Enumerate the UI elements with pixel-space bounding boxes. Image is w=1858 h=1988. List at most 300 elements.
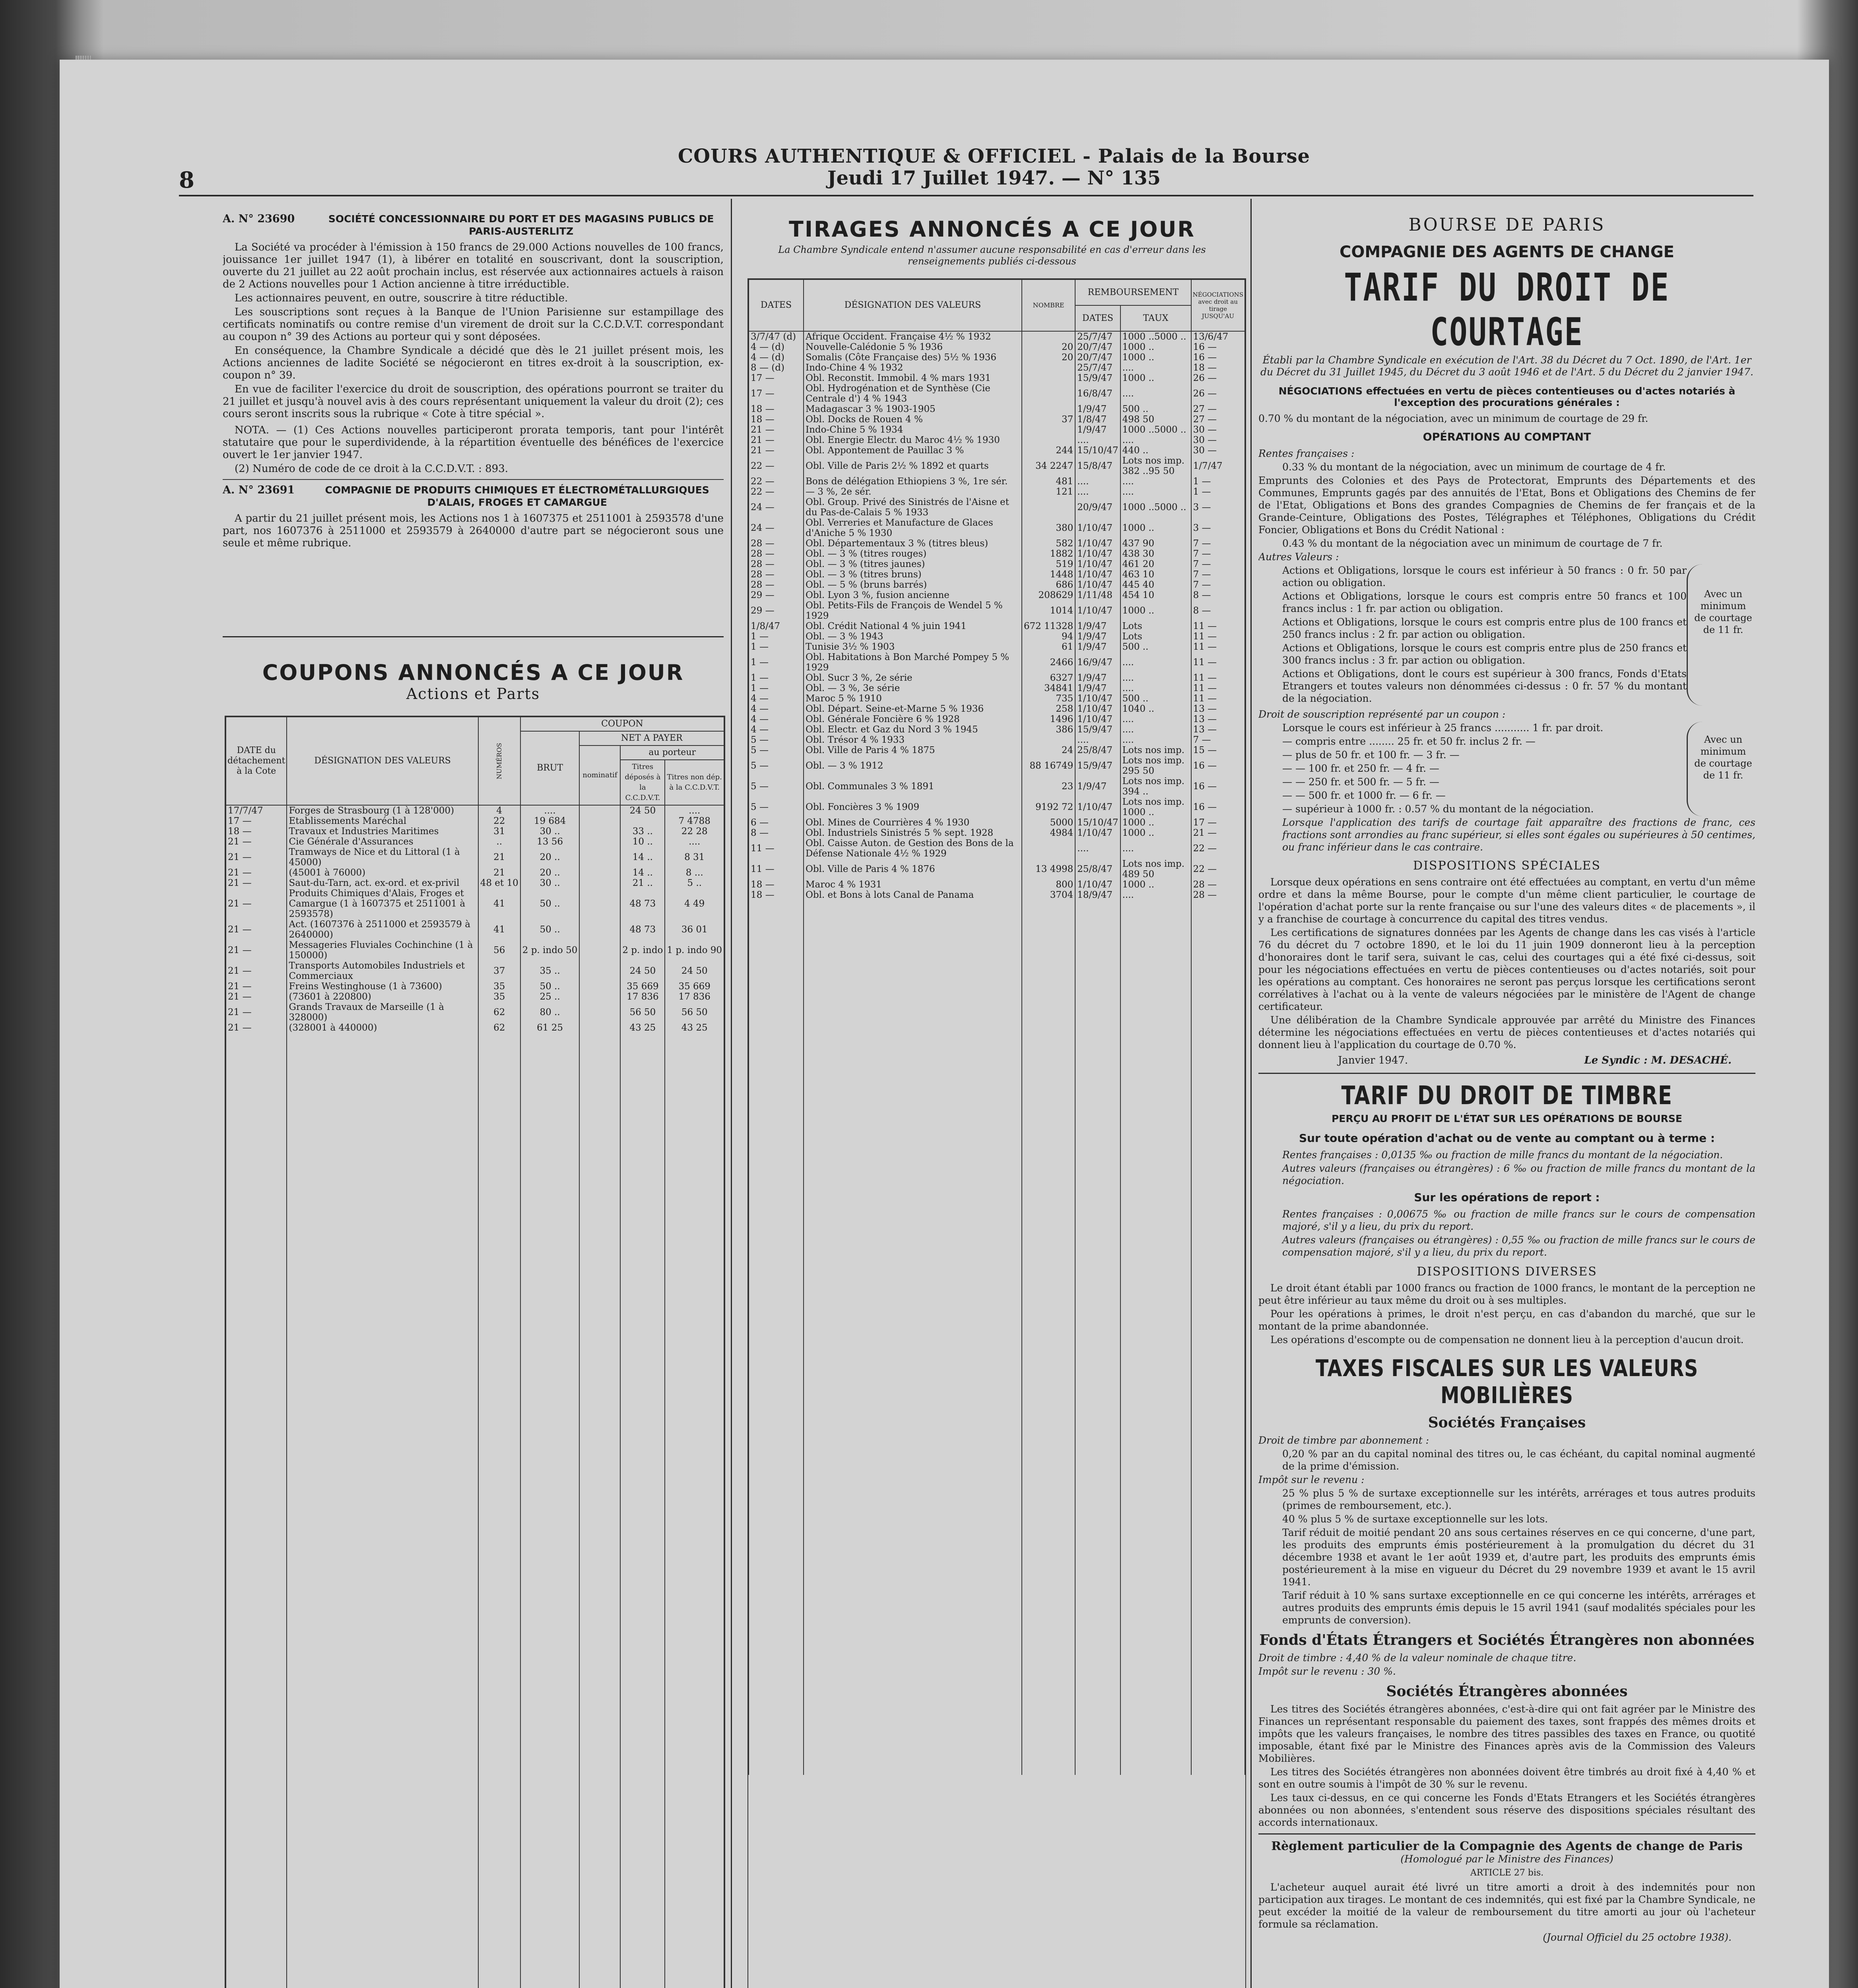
cell-nombre: 735 bbox=[1022, 693, 1075, 704]
cell-deposes: 2 p. indo bbox=[620, 940, 665, 961]
comptant-line: 0.43 % du montant de la négociation avec un minimum de courtage de 7 fr. bbox=[1282, 538, 1663, 549]
cell-designation: Obl. — 3 % (titres rouges) bbox=[804, 549, 1022, 559]
cell-dates: 4 — (d) bbox=[749, 352, 804, 363]
cell-nombre bbox=[1022, 383, 1075, 404]
cell-nombre bbox=[1022, 363, 1075, 373]
cell-nombre bbox=[1022, 497, 1075, 518]
taxes-title: TAXES FISCALES SUR LES VALEURS MOBILIÈRES bbox=[1315, 1355, 1699, 1409]
reglement-heading: Règlement particulier de la Compagnie des Agents de change de Paris bbox=[1271, 1839, 1743, 1853]
cell-negociations: 13/6/47 bbox=[1191, 331, 1245, 342]
cell-nombre: 800 bbox=[1022, 879, 1075, 890]
droit-line: — — 100 fr. et 250 fr. — 4 fr. — bbox=[1282, 763, 1439, 774]
cell-dates: 1 — bbox=[749, 652, 804, 673]
cell-dates: 28 — bbox=[749, 549, 804, 559]
cell-r-taux: 1000 .. bbox=[1120, 352, 1191, 363]
cell-designation: Saut-du-Tarn, act. ex-ord. et ex-privil bbox=[287, 878, 478, 888]
cell-negociations: 16 — bbox=[1191, 352, 1245, 363]
cell-negociations: 13 — bbox=[1191, 714, 1245, 724]
cell-r-taux: 1000 .. bbox=[1120, 600, 1191, 621]
cell-dates: 5 — bbox=[749, 797, 804, 817]
cell-r-dates: 1/10/47 bbox=[1075, 693, 1120, 704]
cell-designation: Grands Travaux de Marseille (1 à 328000) bbox=[287, 1002, 478, 1023]
coupons-top-rule bbox=[223, 636, 724, 637]
cell-date: 21 — bbox=[226, 981, 287, 992]
cell-designation: Etablissements Maréchal bbox=[287, 816, 478, 826]
cell-nominatif bbox=[579, 805, 620, 816]
droit-line: — plus de 50 fr. et 100 fr. — 3 fr. — bbox=[1282, 749, 1460, 761]
cell-dates: 1/8/47 bbox=[749, 621, 804, 631]
cell-negociations: 8 — bbox=[1191, 590, 1245, 600]
cell-negociations: 8 — bbox=[1191, 600, 1245, 621]
cell-designation: Obl. Docks de Rouen 4 % bbox=[804, 414, 1022, 425]
cell-r-taux: .... bbox=[1120, 487, 1191, 497]
cell-dates: 21 — bbox=[749, 445, 804, 456]
cell-deposes: 43 25 bbox=[620, 1023, 665, 1033]
cell-numeros: 48 et 10 bbox=[478, 878, 520, 888]
cell-negociations: 7 — bbox=[1191, 549, 1245, 559]
cell-r-taux: 1000 .. bbox=[1120, 828, 1191, 838]
cell-r-dates: 25/7/47 bbox=[1075, 363, 1120, 373]
table-row bbox=[226, 816, 724, 826]
signature-date: Janvier 1947. bbox=[1338, 1054, 1408, 1066]
cell-nondeposes: .... bbox=[665, 805, 724, 816]
tarif-established: Établi par la Chambre Syndicale en exécution de l'Art. 38 du Décret du 7 Oct. 1890, de l'Art. 1er du Décret du 31 Juillet 1945, du Décret du 3 août 1946 et de l'Art. 5 du Décret du 2 janvier 1947. bbox=[1260, 354, 1753, 378]
cell-negociations: 22 — bbox=[1191, 838, 1245, 859]
cell-r-taux: 1000 .. bbox=[1120, 518, 1191, 538]
table-row bbox=[749, 714, 1245, 724]
cell-r-dates: 25/8/47 bbox=[1075, 859, 1120, 879]
droit-line: Lorsque le cours est inférieur à 25 francs ........... 1 fr. par droit. bbox=[1282, 722, 1604, 734]
cell-date: 17 — bbox=[226, 816, 287, 826]
comptant-line: Rentes françaises : bbox=[1258, 448, 1355, 459]
signature-line bbox=[1258, 1052, 1755, 1066]
cell-nombre: 386 bbox=[1022, 724, 1075, 735]
cell-r-taux: 1000 .. bbox=[1120, 817, 1191, 828]
cell-dates: 11 — bbox=[749, 838, 804, 859]
cell-r-taux: Lots nos imp. 394 .. bbox=[1120, 776, 1191, 797]
cell-r-taux: Lots bbox=[1120, 631, 1191, 642]
cell-brut: 61 25 bbox=[520, 1023, 580, 1033]
taxes-abo-heading: Sociétés Étrangères abonnées bbox=[1386, 1683, 1628, 1700]
table-row bbox=[749, 890, 1245, 900]
cell-negociations: 7 — bbox=[1191, 559, 1245, 569]
cell-numeros: 41 bbox=[478, 888, 520, 919]
cell-dates: 22 — bbox=[749, 487, 804, 497]
notice-2-code: A. N° 23691 bbox=[223, 484, 295, 496]
cell-r-dates: 1/10/47 bbox=[1075, 559, 1120, 569]
cell-designation: Tramways de Nice et du Littoral (1 à 45000) bbox=[287, 847, 478, 868]
cell-negociations: 16 — bbox=[1191, 342, 1245, 352]
cell-r-taux: Lots nos imp. bbox=[1120, 745, 1191, 755]
cell-r-taux: .... bbox=[1120, 383, 1191, 404]
cell-dates: 3/7/47 (d) bbox=[749, 331, 804, 342]
cell-nondeposes: 8 31 bbox=[665, 847, 724, 868]
cell-dates: 24 — bbox=[749, 518, 804, 538]
cell-nombre bbox=[1022, 735, 1075, 745]
col-header-remboursement: REMBOURSEMENT bbox=[1075, 280, 1191, 305]
table-row bbox=[749, 838, 1245, 859]
table-row bbox=[749, 404, 1245, 414]
cell-r-dates: 15/9/47 bbox=[1075, 724, 1120, 735]
timbre-para: Pour les opérations à primes, le droit n'est perçu, en cas d'abandon du marché, que sur le montant de la prime abandonnée. bbox=[1258, 1308, 1755, 1332]
signature-syndic: Le Syndic : M. DESACHÉ. bbox=[1584, 1054, 1732, 1066]
column-rule-2 bbox=[1250, 199, 1252, 1988]
brace-minimum-1: Avec un minimum de courtage de 11 fr. bbox=[1687, 564, 1755, 706]
cell-negociations: 11 — bbox=[1191, 642, 1245, 652]
table-row bbox=[226, 981, 724, 992]
cell-dates: 28 — bbox=[749, 569, 804, 580]
cell-nombre bbox=[1022, 838, 1075, 859]
cell-dates: 17 — bbox=[749, 373, 804, 383]
cell-r-taux: 438 30 bbox=[1120, 549, 1191, 559]
nego-heading: NÉGOCIATIONS effectuées en vertu de pièces contentieuses ou d'actes notariés à l'exception des procurations générales : bbox=[1278, 385, 1736, 408]
table-row bbox=[749, 580, 1245, 590]
cell-negociations: 27 — bbox=[1191, 404, 1245, 414]
table-row bbox=[749, 518, 1245, 538]
cell-deposes: 24 50 bbox=[620, 805, 665, 816]
cell-r-dates: .... bbox=[1075, 435, 1120, 445]
cell-designation: Obl. Sucr 3 %, 2e série bbox=[804, 673, 1022, 683]
cell-brut: 25 .. bbox=[520, 992, 580, 1002]
cell-r-taux: .... bbox=[1120, 673, 1191, 683]
table-row bbox=[749, 435, 1245, 445]
tarif-company: COMPAGNIE DES AGENTS DE CHANGE bbox=[1340, 243, 1674, 261]
taxes-fr-heading: Sociétés Françaises bbox=[1428, 1414, 1586, 1431]
col-header-r-dates: DATES bbox=[1075, 305, 1120, 331]
cell-r-dates: 1/10/47 bbox=[1075, 828, 1120, 838]
header-rule bbox=[179, 195, 1753, 196]
cell-designation: Madagascar 3 % 1903-1905 bbox=[804, 404, 1022, 414]
cell-dates: 5 — bbox=[749, 776, 804, 797]
taxes-abo-para: Les taux ci-dessus, en ce qui concerne les Fonds d'Etats Etrangers et les Sociétés étrangères abonnées ou non abonnées, s'entendent sous réserve des dispositions spéciales résultant des accords internationaux. bbox=[1258, 1792, 1755, 1828]
cell-designation: Indo-Chine 4 % 1932 bbox=[804, 363, 1022, 373]
cell-r-dates: 15/9/47 bbox=[1075, 755, 1120, 776]
cell-nominatif bbox=[579, 826, 620, 837]
col-header-dates: DATES bbox=[749, 280, 804, 331]
cell-nominatif bbox=[579, 837, 620, 847]
publication-date: Jeudi 17 Juillet 1947. — N° 135 bbox=[827, 167, 1161, 189]
taxes-fr-line: 0,20 % par an du capital nominal des titres ou, le cas échéant, du capital nominal augmenté de la prime d'émission. bbox=[1282, 1448, 1755, 1472]
timbre-line: Autres valeurs (françaises ou étrangères) : 6 ‰ ou fraction de mille francs du montant de la négociation. bbox=[1282, 1163, 1755, 1186]
cell-dates: 22 — bbox=[749, 476, 804, 487]
table-row bbox=[749, 652, 1245, 673]
col-header-date: DATE du détachement à la Cote bbox=[226, 717, 287, 805]
cell-r-taux: Lots nos imp. 295 50 bbox=[1120, 755, 1191, 776]
cell-negociations: 21 — bbox=[1191, 828, 1245, 838]
tarif-column bbox=[1258, 215, 1755, 1988]
cell-nondeposes: 1 p. indo 90 bbox=[665, 940, 724, 961]
cell-nondeposes: 17 836 bbox=[665, 992, 724, 1002]
cell-nondeposes: 22 28 bbox=[665, 826, 724, 837]
cell-r-dates: 1/11/48 bbox=[1075, 590, 1120, 600]
cell-r-taux: Lots bbox=[1120, 621, 1191, 631]
cell-numeros: 37 bbox=[478, 961, 520, 981]
table-row bbox=[749, 331, 1245, 342]
cell-dates: 5 — bbox=[749, 735, 804, 745]
cell-negociations: 1 — bbox=[1191, 476, 1245, 487]
cell-r-dates: 1/10/47 bbox=[1075, 538, 1120, 549]
cell-numeros: 21 bbox=[478, 868, 520, 878]
cell-dates: 4 — (d) bbox=[749, 342, 804, 352]
publication-title: COURS AUTHENTIQUE & OFFICIEL - Palais de la Bourse bbox=[678, 145, 1311, 167]
cell-negociations: 28 — bbox=[1191, 890, 1245, 900]
cell-date: 21 — bbox=[226, 1002, 287, 1023]
cell-brut: 20 .. bbox=[520, 847, 580, 868]
cell-r-taux: .... bbox=[1120, 683, 1191, 693]
cell-numeros: 62 bbox=[478, 1023, 520, 1033]
table-row bbox=[749, 538, 1245, 549]
cell-designation: Obl. et Bons à lots Canal de Panama bbox=[804, 890, 1022, 900]
cell-deposes: 48 73 bbox=[620, 919, 665, 940]
cell-nondeposes: 43 25 bbox=[665, 1023, 724, 1033]
table-row bbox=[749, 642, 1245, 652]
table-row bbox=[749, 828, 1245, 838]
cell-nombre: 1448 bbox=[1022, 569, 1075, 580]
cell-designation: (73601 à 220800) bbox=[287, 992, 478, 1002]
cell-designation: Obl. Crédit National 4 % juin 1941 bbox=[804, 621, 1022, 631]
table-row bbox=[226, 837, 724, 847]
cell-numeros: 31 bbox=[478, 826, 520, 837]
table-row bbox=[749, 569, 1245, 580]
cell-deposes: 17 836 bbox=[620, 992, 665, 1002]
cell-designation: Obl. Appontement de Pauillac 3 % bbox=[804, 445, 1022, 456]
cell-designation: Obl. Communales 3 % 1891 bbox=[804, 776, 1022, 797]
cell-deposes: 24 50 bbox=[620, 961, 665, 981]
cell-dates: 1 — bbox=[749, 683, 804, 693]
cell-r-taux: .... bbox=[1120, 714, 1191, 724]
cell-nominatif bbox=[579, 1023, 620, 1033]
cell-negociations: 11 — bbox=[1191, 683, 1245, 693]
cell-designation: Obl. Group. Privé des Sinistrés de l'Aisne et du Pas-de-Calais 5 % 1933 bbox=[804, 497, 1022, 518]
cell-negociations: 16 — bbox=[1191, 797, 1245, 817]
cell-dates: 28 — bbox=[749, 559, 804, 569]
cell-nombre: 380 bbox=[1022, 518, 1075, 538]
cell-designation: Obl. — 3 % 1912 bbox=[804, 755, 1022, 776]
cell-r-taux: .... bbox=[1120, 724, 1191, 735]
cell-dates: 4 — bbox=[749, 714, 804, 724]
droit-line: — — 250 fr. et 500 fr. — 5 fr. — bbox=[1282, 776, 1439, 788]
cell-brut: 50 .. bbox=[520, 888, 580, 919]
cell-negociations: 3 — bbox=[1191, 518, 1245, 538]
cell-designation: (328001 à 440000) bbox=[287, 1023, 478, 1033]
notice-2-title: COMPAGNIE DE PRODUITS CHIMIQUES ET ÉLECTROMÉTALLURGIQUES D'ALAIS, FROGES ET CAMARGUE bbox=[325, 484, 709, 508]
cell-brut: 35 .. bbox=[520, 961, 580, 981]
cell-nondeposes: 56 50 bbox=[665, 1002, 724, 1023]
cell-negociations: 3 — bbox=[1191, 497, 1245, 518]
cell-r-dates: .... bbox=[1075, 838, 1120, 859]
cell-r-dates: 1/10/47 bbox=[1075, 549, 1120, 559]
cell-nombre: 37 bbox=[1022, 414, 1075, 425]
notice-1-body bbox=[223, 241, 724, 475]
table-row bbox=[749, 693, 1245, 704]
cell-dates: 5 — bbox=[749, 755, 804, 776]
cell-designation: Travaux et Industries Maritimes bbox=[287, 826, 478, 837]
comptant-line: Actions et Obligations, lorsque le cours est compris entre plus de 250 francs et 300 francs inclus : 3 fr. par action ou obligation. bbox=[1282, 642, 1687, 666]
cell-negociations: 30 — bbox=[1191, 425, 1245, 435]
cell-nombre: 686 bbox=[1022, 580, 1075, 590]
cell-r-taux: .... bbox=[1120, 735, 1191, 745]
cell-nombre: 1882 bbox=[1022, 549, 1075, 559]
notices-section bbox=[223, 213, 724, 606]
comptant-line: 0.33 % du montant de la négociation, avec un minimum de courtage de 4 fr. bbox=[1282, 461, 1666, 473]
taxes-fr-line: Impôt sur le revenu : bbox=[1258, 1474, 1365, 1485]
cell-deposes: 14 .. bbox=[620, 868, 665, 878]
cell-negociations: 13 — bbox=[1191, 704, 1245, 714]
nego-text: 0.70 % du montant de la négociation, avec un minimum de courtage de 29 fr. bbox=[1258, 413, 1648, 424]
cell-nombre: 23 bbox=[1022, 776, 1075, 797]
droit-block bbox=[1258, 722, 1755, 816]
cell-negociations: 11 — bbox=[1191, 693, 1245, 704]
cell-designation: Obl. Ville de Paris 4 % 1875 bbox=[804, 745, 1022, 755]
cell-r-taux: .... bbox=[1120, 890, 1191, 900]
cell-designation: Obl. Caisse Auton. de Gestion des Bons de la Défense Nationale 4½ % 1929 bbox=[804, 838, 1022, 859]
cell-deposes: 56 50 bbox=[620, 1002, 665, 1023]
cell-nombre: 2466 bbox=[1022, 652, 1075, 673]
cell-r-dates: 20/7/47 bbox=[1075, 342, 1120, 352]
cell-nombre: 94 bbox=[1022, 631, 1075, 642]
cell-nombre: 20 bbox=[1022, 342, 1075, 352]
cell-r-dates: 1/9/47 bbox=[1075, 683, 1120, 693]
cell-negociations: 16 — bbox=[1191, 776, 1245, 797]
table-filler bbox=[226, 1033, 724, 1988]
cell-r-taux: 500 .. bbox=[1120, 404, 1191, 414]
cell-r-dates: 1/10/47 bbox=[1075, 569, 1120, 580]
comptant-line: Autres Valeurs : bbox=[1258, 551, 1339, 563]
cell-nombre: 1496 bbox=[1022, 714, 1075, 724]
cell-r-taux: .... bbox=[1120, 435, 1191, 445]
table-row bbox=[749, 735, 1245, 745]
cell-numeros: 56 bbox=[478, 940, 520, 961]
cell-designation: Maroc 5 % 1910 bbox=[804, 693, 1022, 704]
col-header-r-taux: TAUX bbox=[1120, 305, 1191, 331]
tirages-subtitle: La Chambre Syndicale entend n'assumer aucune responsabilité en cas d'erreur dans les renseignements publiés ci-dessous bbox=[778, 244, 1206, 267]
cell-negociations: 30 — bbox=[1191, 445, 1245, 456]
cell-deposes: 14 .. bbox=[620, 847, 665, 868]
cell-designation: Forges de Strasbourg (1 à 128'000) bbox=[287, 805, 478, 816]
cell-designation: Indo-Chine 5 % 1934 bbox=[804, 425, 1022, 435]
table-row bbox=[749, 373, 1245, 383]
cell-nondeposes: 4 49 bbox=[665, 888, 724, 919]
cell-r-dates: 1/9/47 bbox=[1075, 404, 1120, 414]
notice-1-para: Les actionnaires peuvent, en outre, souscrire à titre réductible. bbox=[235, 292, 568, 304]
taxes-fr-line: Tarif réduit à 10 % sans surtaxe exceptionnelle en ce qui concerne les intérêts, arrérages et autres produits des emprunts émis depuis le 15 avril 1941 (sauf modalités spéciales pour les emprunts de conversion). bbox=[1282, 1590, 1755, 1626]
table-row bbox=[226, 805, 724, 816]
taxes-fr-line: 25 % plus 5 % de surtaxe exceptionnelle sur les intérêts, arrérages et tous autres produits (primes de remboursement, etc.). bbox=[1282, 1487, 1755, 1511]
cell-r-dates: 16/8/47 bbox=[1075, 383, 1120, 404]
cell-r-taux: Lots nos imp. 489 50 bbox=[1120, 859, 1191, 879]
cell-r-dates: 1/10/47 bbox=[1075, 704, 1120, 714]
cell-designation: Obl. Reconstit. Immobil. 4 % mars 1931 bbox=[804, 373, 1022, 383]
timbre-para: Le droit étant établi par 1000 francs ou fraction de 1000 francs, le montant de la perception ne peut être inférieur au taux même du droit ou à ses multiples. bbox=[1258, 1282, 1755, 1306]
cell-r-taux: 445 40 bbox=[1120, 580, 1191, 590]
table-row bbox=[749, 755, 1245, 776]
cell-numeros: 35 bbox=[478, 992, 520, 1002]
timbre-h3: DISPOSITIONS DIVERSES bbox=[1417, 1265, 1597, 1279]
cell-nominatif bbox=[579, 847, 620, 868]
table-row bbox=[226, 826, 724, 837]
cell-deposes: 21 .. bbox=[620, 878, 665, 888]
cell-numeros: 41 bbox=[478, 919, 520, 940]
cell-designation: Obl. Générale Foncière 6 % 1928 bbox=[804, 714, 1022, 724]
cell-negociations: 28 — bbox=[1191, 879, 1245, 890]
cell-nondeposes: 7 4788 bbox=[665, 816, 724, 826]
cell-dates: 18 — bbox=[749, 404, 804, 414]
cell-dates: 28 — bbox=[749, 538, 804, 549]
table-row bbox=[749, 487, 1245, 497]
cell-designation: Obl. Départ. Seine-et-Marne 5 % 1936 bbox=[804, 704, 1022, 714]
notice-1-para: En conséquence, la Chambre Syndicale a décidé que dès le 21 juillet présent mois, les Actions anciennes de ladite Société se négocieront en titres ex-droit à la souscription, ex-coupon n° 39. bbox=[223, 345, 724, 381]
timbre-line: Rentes françaises : 0,0135 ‰ ou fraction de mille francs du montant de la négociation. bbox=[1282, 1149, 1723, 1161]
cell-date: 21 — bbox=[226, 888, 287, 919]
col-header-porteur: au porteur bbox=[620, 746, 724, 760]
cell-dates: 5 — bbox=[749, 745, 804, 755]
cell-dates: 21 — bbox=[749, 435, 804, 445]
brace-minimum-2: Avec un minimum de courtage de 11 fr. bbox=[1687, 722, 1755, 816]
cell-designation: Maroc 4 % 1931 bbox=[804, 879, 1022, 890]
comptant-line: Actions et Obligations, lorsque le cours est compris entre 50 francs et 100 francs inclus : 1 fr. par action ou obligation. bbox=[1282, 590, 1687, 614]
cell-r-dates: .... bbox=[1075, 735, 1120, 745]
cell-r-taux: 1000 .. bbox=[1120, 373, 1191, 383]
cell-brut: 13 56 bbox=[520, 837, 580, 847]
cell-negociations: 7 — bbox=[1191, 569, 1245, 580]
cell-nondeposes: 36 01 bbox=[665, 919, 724, 940]
cell-nombre: 3704 bbox=[1022, 890, 1075, 900]
col-header-coupon: COUPON bbox=[520, 717, 724, 731]
cell-date: 21 — bbox=[226, 878, 287, 888]
cell-nominatif bbox=[579, 816, 620, 826]
cell-negociations: 16 — bbox=[1191, 755, 1245, 776]
cell-r-dates: 1/8/47 bbox=[1075, 414, 1120, 425]
cell-r-taux: 500 .. bbox=[1120, 693, 1191, 704]
cell-deposes: 35 669 bbox=[620, 981, 665, 992]
cell-dates: 18 — bbox=[749, 879, 804, 890]
timbre-line: Rentes françaises : 0,00675 ‰ ou fraction de mille francs sur le cours de compensation majoré, s'il y a lieu, du prix du report. bbox=[1282, 1208, 1755, 1232]
cell-r-taux: .... bbox=[1120, 838, 1191, 859]
timbre-para: Les opérations d'escompte ou de compensation ne donnent lieu à la perception d'aucun droit. bbox=[1270, 1334, 1744, 1345]
cell-negociations: 1 — bbox=[1191, 487, 1245, 497]
cell-nombre: 20 bbox=[1022, 352, 1075, 363]
cell-designation: Act. (1607376 à 2511000 et 2593579 à 2640000) bbox=[287, 919, 478, 940]
cell-r-dates: .... bbox=[1075, 487, 1120, 497]
table-row bbox=[749, 704, 1245, 714]
cell-r-taux: .... bbox=[1120, 363, 1191, 373]
table-row bbox=[226, 888, 724, 919]
cell-nombre: 672 11328 bbox=[1022, 621, 1075, 631]
cell-nombre bbox=[1022, 373, 1075, 383]
col-header-brut: BRUT bbox=[520, 731, 580, 805]
article-heading: ARTICLE 27 bis. bbox=[1470, 1868, 1544, 1878]
cell-r-dates: 1/9/47 bbox=[1075, 642, 1120, 652]
cell-date: 18 — bbox=[226, 826, 287, 837]
droit-line: — — 500 fr. et 1000 fr. — 6 fr. — bbox=[1282, 790, 1446, 801]
cell-numeros: 35 bbox=[478, 981, 520, 992]
cell-r-taux: .... bbox=[1120, 652, 1191, 673]
cell-negociations: 7 — bbox=[1191, 735, 1245, 745]
cell-designation: Obl. Habitations à Bon Marché Pompey 5 % 1929 bbox=[804, 652, 1022, 673]
cell-designation: Tunisie 3½ % 1903 bbox=[804, 642, 1022, 652]
cell-negociations: 27 — bbox=[1191, 414, 1245, 425]
coupons-title: COUPONS ANNONCÉS A CE JOUR bbox=[262, 660, 684, 685]
dispositions-para: Les certifications de signatures données par les Agents de change dans les cas visés à l'article 76 du décret du 7 octobre 1890, et le loi du 11 juin 1909 donneront lieu à la perception d'honoraires dont le tarif sera, suivant le cas, celui des courtages qui a été fixé ci-dessus, soit pour les négociations effectuées en vertu de pièces contentieuses ou d'actes notariés, soit pour les opérations au comptant. Ces honoraires ne seront pas perçus lorsque les certifications seront corrélatives à l'achat ou à la vente de valeurs négociées par le ministère de l'Agent de change certificateur. bbox=[1258, 927, 1755, 1012]
cell-r-taux: 498 50 bbox=[1120, 414, 1191, 425]
timbre-line: Autres valeurs (françaises ou étrangères) : 0,55 ‰ ou fraction de mille francs sur le cours de compensation majoré, s'il y a lieu, du prix du report. bbox=[1282, 1234, 1755, 1258]
table-row bbox=[226, 919, 724, 940]
col-header-numeros: NUMÉROS bbox=[478, 717, 520, 805]
cell-dates: 29 — bbox=[749, 600, 804, 621]
table-row bbox=[749, 476, 1245, 487]
table-row bbox=[226, 847, 724, 868]
cell-nombre: 208629 bbox=[1022, 590, 1075, 600]
